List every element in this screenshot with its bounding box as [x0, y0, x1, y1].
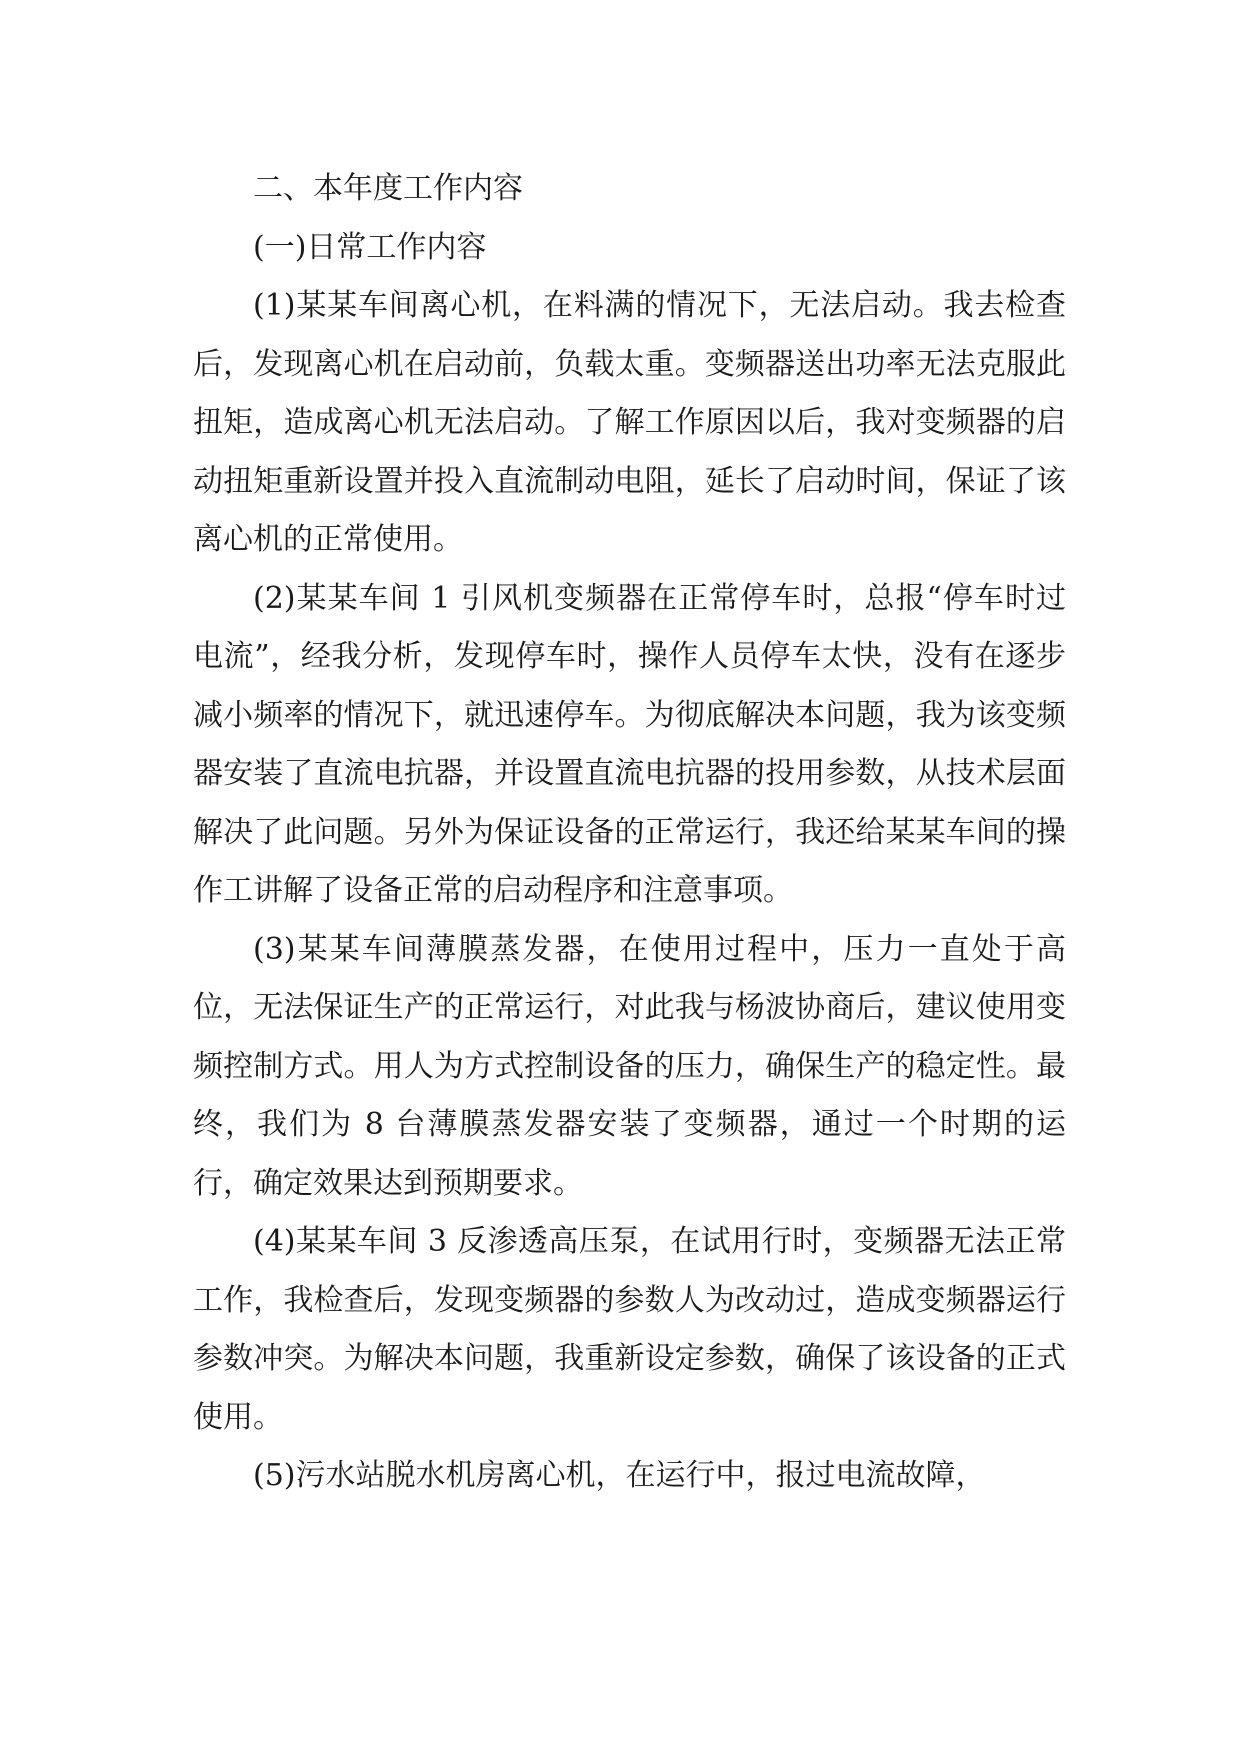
work-item-paragraph: (1)某某车间离心机，在料满的情况下，无法启动。我去检查后，发现离心机在启动前，负载太重。变频器送出功率无法克服此扭矩，造成离心机无法启动。了解工作原因以后，我对变频器的启动扭矩重新设置并投入直流制动电阻，延长了启动时间，保证了该离心机的正常使用。	[193, 288, 1066, 557]
work-item-paragraph: (4)某某车间 3 反渗透高压泵，在试用行时，变频器无法正常工作，我检查后，发现变频器的参数人为改动过，造成变频器运行参数冲突。为解决本问题，我重新设定参数，确保了该设备的正式使用。	[193, 1224, 1066, 1435]
document-body	[193, 160, 1066, 1506]
subsection-heading: (一)日常工作内容	[253, 229, 487, 265]
work-item-paragraph: (3)某某车间薄膜蒸发器，在使用过程中，压力一直处于高位，无法保证生产的正常运行，对此我与杨波协商后，建议使用变频控制方式。用人为方式控制设备的压力，确保生产的稳定性。最终，我们为 8 台薄膜蒸发器安装了变频器，通过一个时期的运行，确定效果达到预期要求。	[193, 931, 1066, 1201]
section-heading: 二、本年度工作内容	[253, 171, 523, 206]
work-item-paragraph: (5)污水站脱水机房离心机，在运行中，报过电流故障，	[253, 1458, 986, 1493]
work-item-paragraph: (2)某某车间 1 引风机变频器在正常停车时，总报“停车时过电流”，经我分析，发现停车时，操作人员停车太快，没有在逐步减小频率的情况下，就迅速停车。为彻底解决本问题，我为该变频器安装了直流电抗器，并设置直流电抗器的投用参数，从技术层面解决了此问题。另外为保证设备的正常运行，我还给某某车间的操作工讲解了设备正常的启动程序和注意事项。	[193, 580, 1066, 908]
